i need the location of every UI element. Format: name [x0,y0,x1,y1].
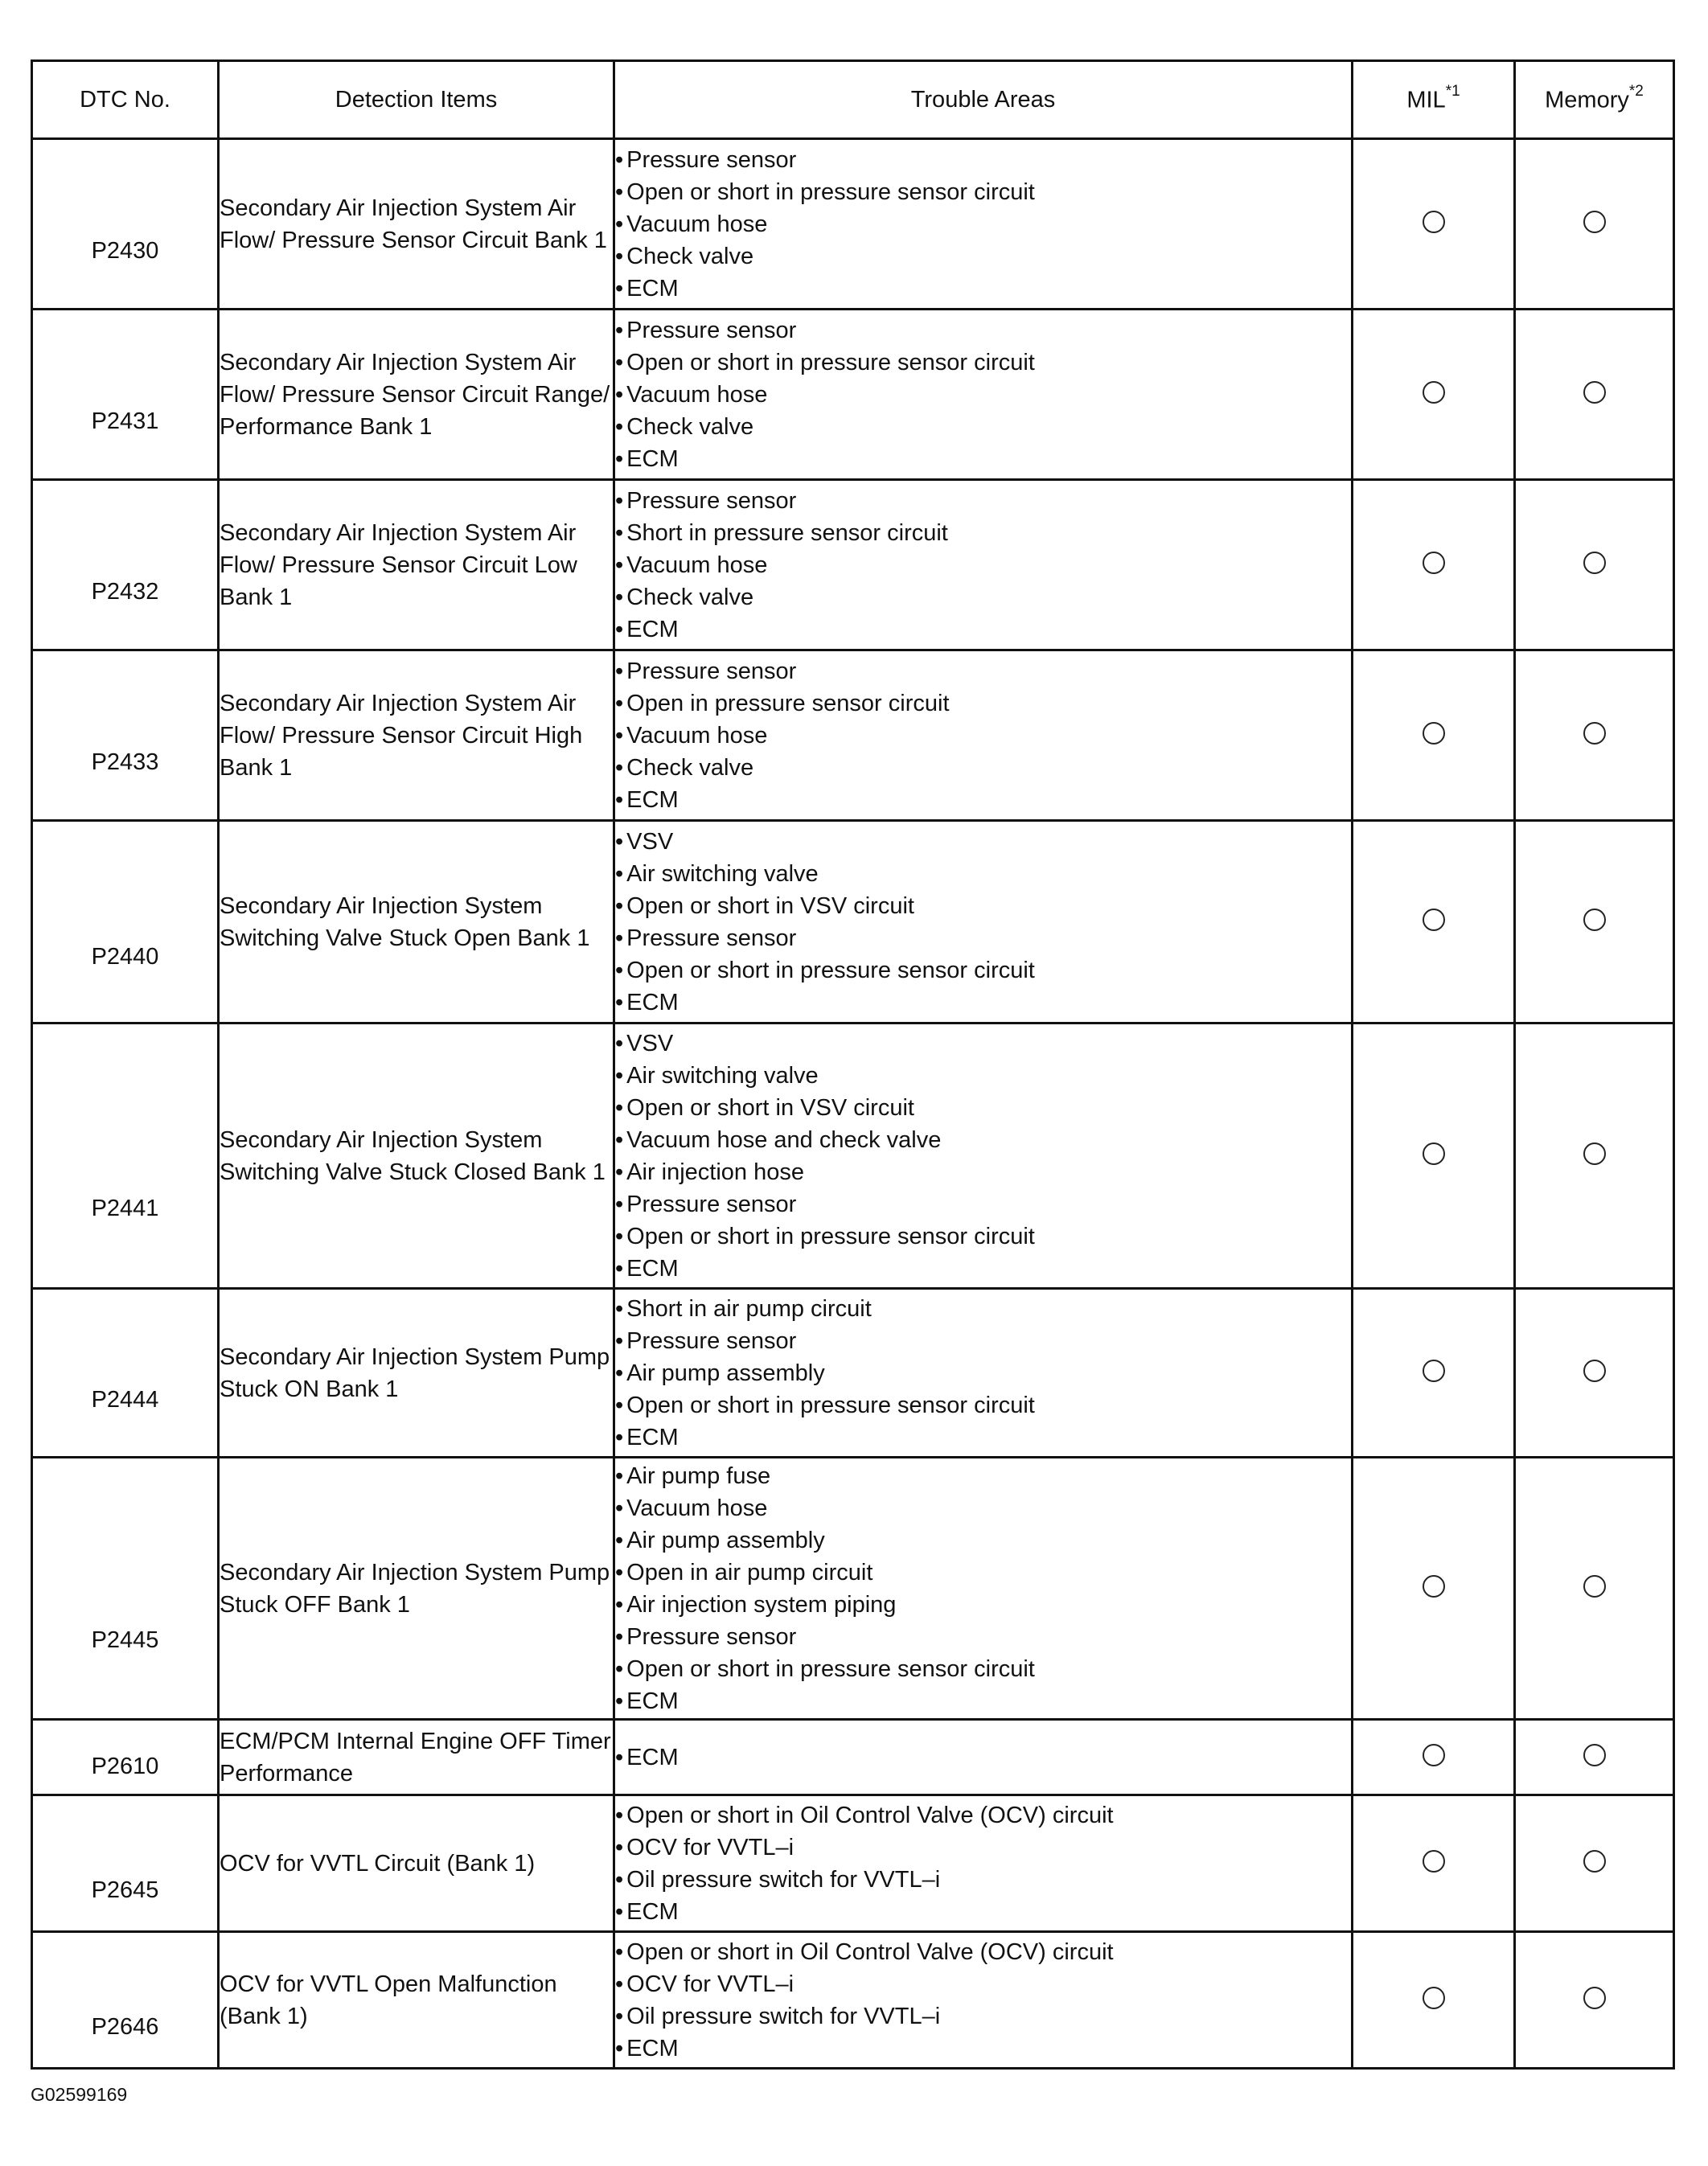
memory-cell [1515,1458,1674,1720]
detection-item: OCV for VVTL Circuit (Bank 1) [219,1795,614,1932]
header-mil: MIL$^{*1}$ [1353,61,1515,139]
trouble-area-item: • Oil pressure switch for VVTL–i [615,2000,1351,2033]
memory-circle-icon [1583,211,1606,233]
trouble-area-item: • ECM [615,273,1351,305]
trouble-area-item: • Open or short in Oil Control Valve (OCV) circuit [615,1799,1351,1832]
trouble-areas-list [615,1293,1351,1454]
table-row [32,1458,1674,1720]
trouble-area-item: • Open or short in pressure sensor circuit [615,1389,1351,1421]
memory-circle-icon [1583,1987,1606,2009]
memory-circle-icon [1583,381,1606,404]
trouble-areas-list [615,485,1351,646]
trouble-areas-list [615,655,1351,816]
dtc-code: P2645 [91,1877,159,1903]
trouble-area-item: • ECM [615,443,1351,475]
trouble-area-item: • Check valve [615,752,1351,784]
dtc-code: P2610 [91,1754,159,1779]
mil-circle-icon [1423,381,1445,404]
detection-item: Secondary Air Injection System Switching Valve Stuck Closed Bank 1 [219,1024,614,1289]
mil-cell [1353,480,1515,650]
mil-cell [1353,1932,1515,2069]
memory-cell [1515,1932,1674,2069]
dtc-code: P2432 [91,579,159,605]
memory-cell [1515,821,1674,1024]
table-row [32,1289,1674,1458]
dtc-table [31,59,1675,2070]
trouble-area-item: • Air injection hose [615,1156,1351,1188]
dtc-code-cell [32,310,219,480]
table-row [32,1795,1674,1932]
trouble-area-item: • OCV for VVTL–i [615,1832,1351,1864]
trouble-area-item: • ECM [615,1896,1351,1928]
trouble-areas-list [615,826,1351,1019]
memory-circle-icon [1583,552,1606,574]
memory-cell [1515,1024,1674,1289]
memory-cell [1515,1289,1674,1458]
trouble-area-item: • ECM [615,1685,1351,1717]
dtc-code-cell [32,1720,219,1795]
dtc-table-body [32,139,1674,2069]
dtc-code: P2441 [91,1196,159,1221]
detection-item: Secondary Air Injection System Air Flow/ Pressure Sensor Circuit High Bank 1 [219,650,614,821]
trouble-area-item: • Air pump assembly [615,1357,1351,1389]
memory-cell [1515,480,1674,650]
mil-circle-icon [1423,722,1445,745]
trouble-area-item: • Open or short in VSV circuit [615,1092,1351,1124]
mil-circle-icon [1423,211,1445,233]
trouble-area-item: • ECM [615,2033,1351,2065]
trouble-areas-list [615,1460,1351,1717]
dtc-code-cell [32,139,219,310]
header-dtc-no: DTC No. [32,61,219,139]
table-row [32,139,1674,310]
dtc-code-cell [32,1289,219,1458]
mil-circle-icon [1423,909,1445,931]
dtc-code: P2445 [91,1627,159,1653]
table-row [32,650,1674,821]
memory-circle-icon [1583,909,1606,931]
trouble-areas-cell [614,1289,1353,1458]
memory-circle-icon [1583,1744,1606,1766]
memory-cell [1515,139,1674,310]
trouble-area-item: • Open or short in pressure sensor circuit [615,176,1351,208]
dtc-code-cell [32,1932,219,2069]
memory-cell [1515,1720,1674,1795]
trouble-area-item: • Short in pressure sensor circuit [615,517,1351,549]
trouble-areas-list [615,1799,1351,1928]
detection-item: Secondary Air Injection System Switching Valve Stuck Open Bank 1 [219,821,614,1024]
memory-cell [1515,650,1674,821]
table-row [32,310,1674,480]
trouble-area-item: • ECM [615,784,1351,816]
trouble-area-item: • Pressure sensor [615,144,1351,176]
trouble-area-item: • ECM [615,613,1351,646]
header-detection-items: Detection Items [219,61,614,139]
trouble-area-item: • Air pump assembly [615,1524,1351,1557]
mil-circle-icon [1423,552,1445,574]
trouble-area-item: • Open in pressure sensor circuit [615,687,1351,720]
memory-circle-icon [1583,1850,1606,1873]
trouble-area-item: • Short in air pump circuit [615,1293,1351,1325]
trouble-areas-cell [614,821,1353,1024]
trouble-area-item: • Open in air pump circuit [615,1557,1351,1589]
trouble-area-item: • VSV [615,1028,1351,1060]
trouble-areas-cell [614,650,1353,821]
trouble-area-item: • Pressure sensor [615,1188,1351,1220]
trouble-areas-cell [614,310,1353,480]
trouble-areas-cell [614,1024,1353,1289]
detection-item: Secondary Air Injection System Pump Stuck OFF Bank 1 [219,1458,614,1720]
mil-circle-icon [1423,1575,1445,1598]
trouble-area-item: • Pressure sensor [615,485,1351,517]
memory-footnote-ref: *2 [1628,82,1644,100]
mil-cell [1353,1289,1515,1458]
trouble-area-item: • Open or short in Oil Control Valve (OCV) circuit [615,1936,1351,1968]
trouble-area-item: • Open or short in pressure sensor circuit [615,1220,1351,1253]
trouble-areas-list [615,1936,1351,2065]
mil-cell [1353,821,1515,1024]
detection-item: ECM/PCM Internal Engine OFF Timer Performance [219,1720,614,1795]
trouble-area-item: • OCV for VVTL–i [615,1968,1351,2000]
trouble-area-item: • Pressure sensor [615,1621,1351,1653]
memory-circle-icon [1583,1360,1606,1382]
trouble-area-item: • ECM [615,1741,1351,1774]
trouble-areas-cell [614,480,1353,650]
trouble-area-item: • Vacuum hose [615,549,1351,581]
trouble-area-item: • Check valve [615,581,1351,613]
header-trouble-areas: Trouble Areas [614,61,1353,139]
trouble-area-item: • Air pump fuse [615,1460,1351,1492]
detection-item: Secondary Air Injection System Air Flow/ Pressure Sensor Circuit Bank 1 [219,139,614,310]
dtc-code-cell [32,1458,219,1720]
mil-cell [1353,139,1515,310]
trouble-area-item: • Pressure sensor [615,314,1351,347]
mil-circle-icon [1423,1142,1445,1165]
trouble-area-item: • Open or short in pressure sensor circuit [615,1653,1351,1685]
table-row [32,821,1674,1024]
trouble-area-item: • Open or short in pressure sensor circuit [615,954,1351,987]
trouble-areas-list [615,1028,1351,1285]
dtc-code-cell [32,1795,219,1932]
trouble-area-item: • Pressure sensor [615,1325,1351,1357]
dtc-code: P2430 [91,238,159,264]
trouble-area-item: • Air switching valve [615,1060,1351,1092]
mil-footnote-ref: *1 [1445,82,1460,100]
mil-cell [1353,650,1515,821]
dtc-code: P2433 [91,749,159,775]
memory-circle-icon [1583,1575,1606,1598]
trouble-area-item: • ECM [615,1253,1351,1285]
mil-cell [1353,1795,1515,1932]
mil-circle-icon [1423,1987,1445,2009]
table-row [32,1932,1674,2069]
table-row [32,480,1674,650]
detection-item: Secondary Air Injection System Air Flow/ Pressure Sensor Circuit Range/ Performance Bank 1 [219,310,614,480]
dtc-code-cell [32,480,219,650]
trouble-area-item: • Check valve [615,240,1351,273]
figure-id: G02599169 [31,2084,128,2105]
mil-cell [1353,1458,1515,1720]
trouble-areas-list [615,314,1351,475]
trouble-area-item: • Vacuum hose and check valve [615,1124,1351,1156]
trouble-areas-cell [614,1720,1353,1795]
trouble-area-item: • Open or short in pressure sensor circuit [615,347,1351,379]
mil-circle-icon [1423,1744,1445,1766]
table-row [32,1024,1674,1289]
trouble-area-item: • Air injection system piping [615,1589,1351,1621]
detection-item: OCV for VVTL Open Malfunction (Bank 1) [219,1932,614,2069]
memory-cell [1515,1795,1674,1932]
trouble-area-item: • Oil pressure switch for VVTL–i [615,1864,1351,1896]
dtc-code-cell [32,821,219,1024]
header-memory: Memory$^{*2}$ [1515,61,1674,139]
trouble-areas-cell [614,1795,1353,1932]
trouble-areas-cell [614,139,1353,310]
table-row [32,1720,1674,1795]
mil-circle-icon [1423,1360,1445,1382]
trouble-area-item: • Vacuum hose [615,208,1351,240]
mil-circle-icon [1423,1850,1445,1873]
trouble-areas-list [615,144,1351,305]
dtc-code: P2440 [91,944,159,970]
trouble-area-item: • Vacuum hose [615,379,1351,411]
mil-cell [1353,310,1515,480]
trouble-areas-cell [614,1932,1353,2069]
trouble-area-item: • Pressure sensor [615,655,1351,687]
trouble-areas-cell [614,1458,1353,1720]
trouble-area-item: • Vacuum hose [615,1492,1351,1524]
trouble-area-item: • Vacuum hose [615,720,1351,752]
header-row [32,61,1674,139]
trouble-area-item: • Air switching valve [615,858,1351,890]
trouble-area-item: • ECM [615,1421,1351,1454]
trouble-area-item: • ECM [615,987,1351,1019]
trouble-area-item: • Pressure sensor [615,922,1351,954]
dtc-code-cell [32,1024,219,1289]
memory-circle-icon [1583,722,1606,745]
dtc-code-cell [32,650,219,821]
trouble-area-item: • Check valve [615,411,1351,443]
trouble-area-item: • VSV [615,826,1351,858]
dtc-code: P2646 [91,2014,159,2040]
detection-item: Secondary Air Injection System Pump Stuck ON Bank 1 [219,1289,614,1458]
trouble-area-item: • Open or short in VSV circuit [615,890,1351,922]
mil-cell [1353,1024,1515,1289]
detection-item: Secondary Air Injection System Air Flow/ Pressure Sensor Circuit Low Bank 1 [219,480,614,650]
trouble-areas-list [615,1741,1351,1774]
memory-cell [1515,310,1674,480]
dtc-code: P2431 [91,408,159,434]
memory-circle-icon [1583,1142,1606,1165]
mil-cell [1353,1720,1515,1795]
dtc-code: P2444 [91,1387,159,1413]
